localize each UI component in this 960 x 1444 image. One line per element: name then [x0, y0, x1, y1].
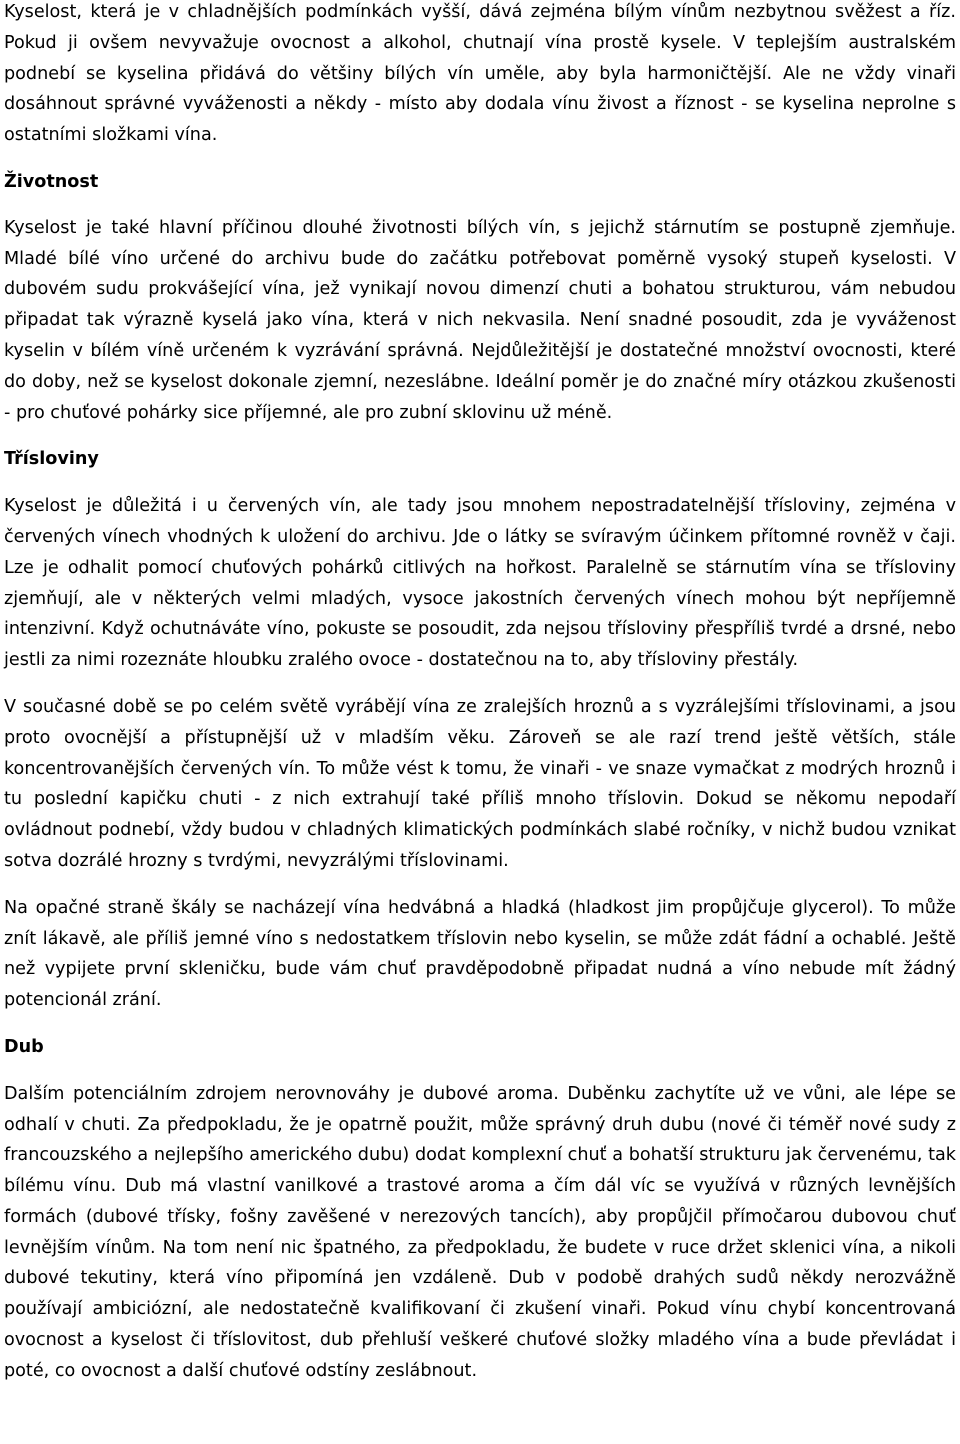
intro-paragraph: Kyselost, která je v chladnějších podmínkách vyšší, dává zejména bílým vínům nezbytnou svěžest a říz. Pokud ji ovšem nevyvažuje ovocnost a alkohol, chutnají vína prostě kysele. V teplejším australském podnebí se kyselina přidává do většiny bílých vín uměle, aby byla harmoničtější. Ale ne vždy vinaři dosáhnout správné vyváženosti a někdy - místo aby dodala vínu živost a říznost - se kyselina neprolne s ostatními složkami vína.: [4, 2, 956, 146]
trisloviny-paragraph-1: Kyselost je důležitá i u červených vín, ale tady jsou mnohem nepostradatelnější třísloviny, zejména v červených vínech vhodných k uložení do archivu. Jde o látky se svíravým účinkem přítomné rovněž v čaji. Lze je odhalit pomocí chuťových pohárků citlivých na hořkost. Paralelně se stárnutím vína se třísloviny zjemňují, ale v některých velmi mladých, vysoce jakostních červených vínech mohou být nepříjemně intenzivní. Když ochutnáváte víno, pokuste se posoudit, zda nejsou třísloviny přespříliš tvrdé a drsné, nebo jestli za nimi rozeznáte hloubku zralého ovoce - dostatečnou na to, aby třísloviny přestály.: [4, 496, 956, 671]
dub-paragraph: Dalším potenciálním zdrojem nerovnováhy je dubové aroma. Duběnku zachytíte už ve vůni, ale lépe se odhalí v chuti. Za předpokladu, že je opatrně použit, může správný druh dubu (nové či téměř nové sudy z francouzského a nejlepšího amerického dubu) dodat komplexní chuť a bohatší strukturu jak červenému, tak bílému vínu. Dub má vlastní vanilkové a trastové aroma a čím dál víc se využívá v různých levnějších formách (dubové třísky, fošny zavěšené v nerezových tancích), aby propůjčil přímočarou dubovou chuť levnějším vínům. Na tom není nic špatného, za předpokladu, že budete v ruce držet sklenici vína, a nikoli dubové tekutiny, která víno připomíná jen vzdáleně. Dub v podobě drahých sudů někdy nerozvážně používají ambiciózní, ale nedostatečně kvalifikovaní či zkušení vinaři. Pokud vínu chybí koncentrovaná ovocnost a kyselost či tříslovitost, dub přehluší veškeré chuťové složky mladého vína a bude převládat i poté, co ovocnost a další chuťové odstíny zeslábnout.: [4, 1083, 956, 1381]
section-heading-dub: Dub: [4, 1036, 44, 1057]
trisloviny-paragraph-2: V současné době se po celém světě vyrábějí vína ze zralejších hroznů a s vyzrálejšími tříslovinami, a jsou proto ovocnější a přístupnější už v mladším věku. Zároveň se ale razí trend ještě větších, stále koncentrovanějších červených vín. To může vést k tomu, že vinaři - ve snaze vymačkat z modrých hroznů i tu poslední kapičku chuti - z nich extrahují také příliš mnoho tříslovin. Dokud se někomu nepodaří ovládnout podnebí, vždy budou v chladných klimatických podmínkách slabé ročníky, v nichž budou vznikat sotva dozrálé hrozny s tvrdými, nevyzrálými tříslovinami.: [4, 696, 956, 871]
section-heading-zivotnost: Životnost: [4, 171, 99, 192]
section-heading-trisloviny: Třísloviny: [4, 449, 99, 470]
trisloviny-paragraph-3: Na opačné straně škály se nacházejí vína hedvábná a hladká (hladkost jim propůjčuje glycerol). To může znít lákavě, ale příliš jemné víno s nedostatkem tříslovin nebo kyselin, se může zdát fádní a ochablé. Ještě než vypijete první skleničku, bude vám chuť pravděpodobně připadat nudná a víno nebude mít žádný potencionál zrání.: [4, 897, 956, 1011]
zivotnost-paragraph: Kyselost je také hlavní příčinou dlouhé životnosti bílých vín, s jejichž stárnutím se postupně zjemňuje. Mladé bílé víno určené do archivu bude do začátku potřebovat poměrně vysoký stupeň kyselosti. V dubovém sudu prokvášející vína, jež vynikají novou dimenzí chuti a bohatou strukturou, vám nebudou připadat tak výrazně kyselá jako vína, která v nich nekvasila. Není snadné posoudit, zda je vyváženost kyselin v bílém víně určeném k vyzrávání správná. Nejdůležitější je dostatečné množství ovocnosti, které do doby, než se kyselost dokonale zjemní, nezeslábne. Ideální poměr je do značné míry otázkou zkušenosti - pro chuťové pohárky sice příjemné, ale pro zubní sklovinu už méně.: [4, 217, 956, 423]
document-page: [4, 0, 956, 1387]
